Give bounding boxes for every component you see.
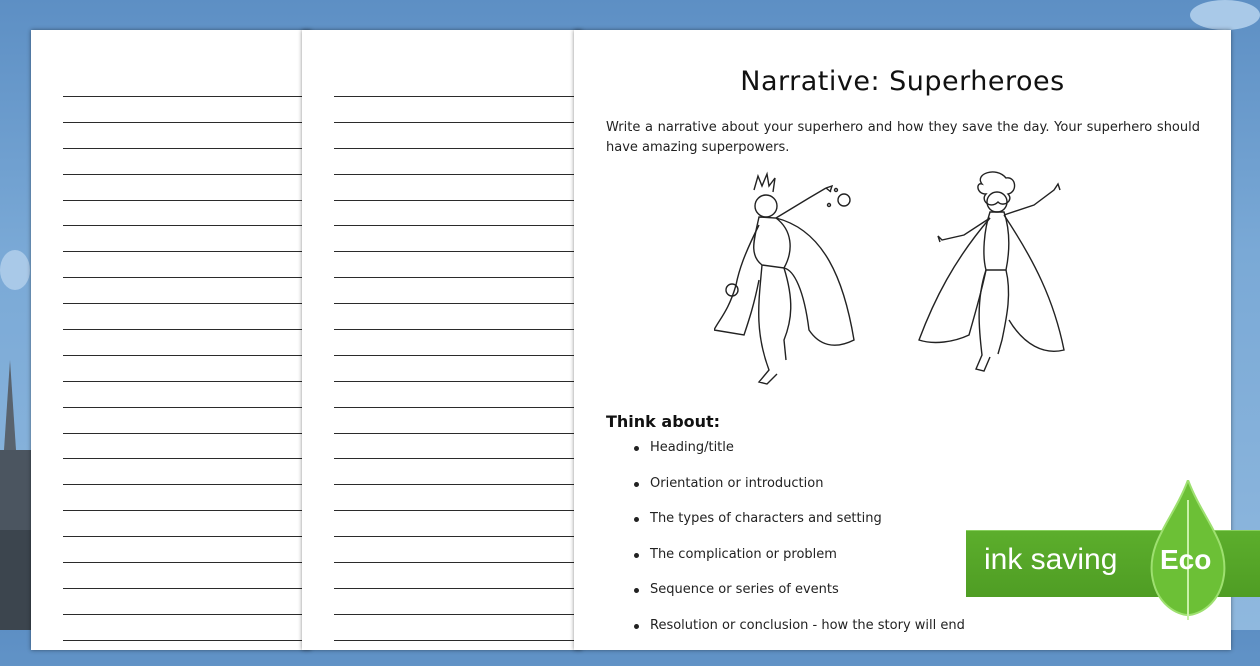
writing-line — [334, 640, 582, 666]
writing-line — [334, 225, 582, 251]
writing-line — [334, 277, 582, 303]
writing-line — [63, 122, 311, 148]
think-about-list — [632, 440, 965, 653]
list-item: Resolution or conclusion - how the story will end — [632, 618, 965, 654]
list-item: Sequence or series of events — [632, 582, 965, 618]
writing-line — [334, 510, 582, 536]
writing-line — [334, 381, 582, 407]
writing-line — [63, 536, 311, 562]
list-item: Orientation or introduction — [632, 476, 965, 512]
writing-line — [334, 433, 582, 459]
superheroes-illustration — [714, 170, 1094, 400]
writing-lines — [63, 96, 311, 666]
writing-line — [63, 355, 311, 381]
writing-line — [63, 148, 311, 174]
writing-line — [334, 355, 582, 381]
writing-line — [63, 510, 311, 536]
writing-line — [334, 588, 582, 614]
lined-page-middle — [302, 30, 582, 650]
writing-line — [63, 329, 311, 355]
writing-line — [334, 200, 582, 226]
writing-line — [63, 381, 311, 407]
writing-line — [63, 484, 311, 510]
writing-line — [63, 433, 311, 459]
writing-line — [63, 614, 311, 640]
think-about-heading: Think about: — [606, 412, 721, 431]
writing-line — [63, 303, 311, 329]
writing-line — [63, 640, 311, 666]
writing-line — [63, 200, 311, 226]
lined-page-left — [31, 30, 311, 650]
writing-line — [334, 536, 582, 562]
writing-line — [334, 303, 582, 329]
writing-line — [334, 407, 582, 433]
page-title: Narrative: Superheroes — [740, 66, 1065, 97]
writing-line — [334, 329, 582, 355]
writing-line — [334, 251, 582, 277]
writing-line — [63, 225, 311, 251]
eco-label: Eco — [1160, 544, 1212, 575]
writing-line — [63, 458, 311, 484]
writing-line — [334, 484, 582, 510]
writing-line — [63, 562, 311, 588]
writing-line — [63, 96, 311, 122]
writing-line — [63, 174, 311, 200]
writing-line — [334, 458, 582, 484]
writing-line — [334, 122, 582, 148]
cloud-decoration — [0, 250, 30, 290]
cloud-decoration — [1190, 0, 1260, 30]
list-item: The types of characters and setting — [632, 511, 965, 547]
ink-saving-text: ink saving — [984, 543, 1118, 576]
writing-line — [63, 277, 311, 303]
male-superhero-drawing — [714, 174, 854, 384]
female-superhero-drawing — [919, 172, 1064, 371]
list-item: The complication or problem — [632, 547, 965, 583]
writing-line — [334, 614, 582, 640]
writing-line — [334, 174, 582, 200]
writing-line — [334, 96, 582, 122]
instructions: Write a narrative about your superhero and how they save the day. Your superhero should have amazing superpowers. — [606, 120, 1200, 155]
list-item: Heading/title — [632, 440, 965, 476]
writing-line — [63, 251, 311, 277]
writing-line — [334, 562, 582, 588]
writing-line — [63, 407, 311, 433]
writing-lines — [334, 96, 582, 666]
writing-line — [63, 588, 311, 614]
writing-line — [334, 148, 582, 174]
